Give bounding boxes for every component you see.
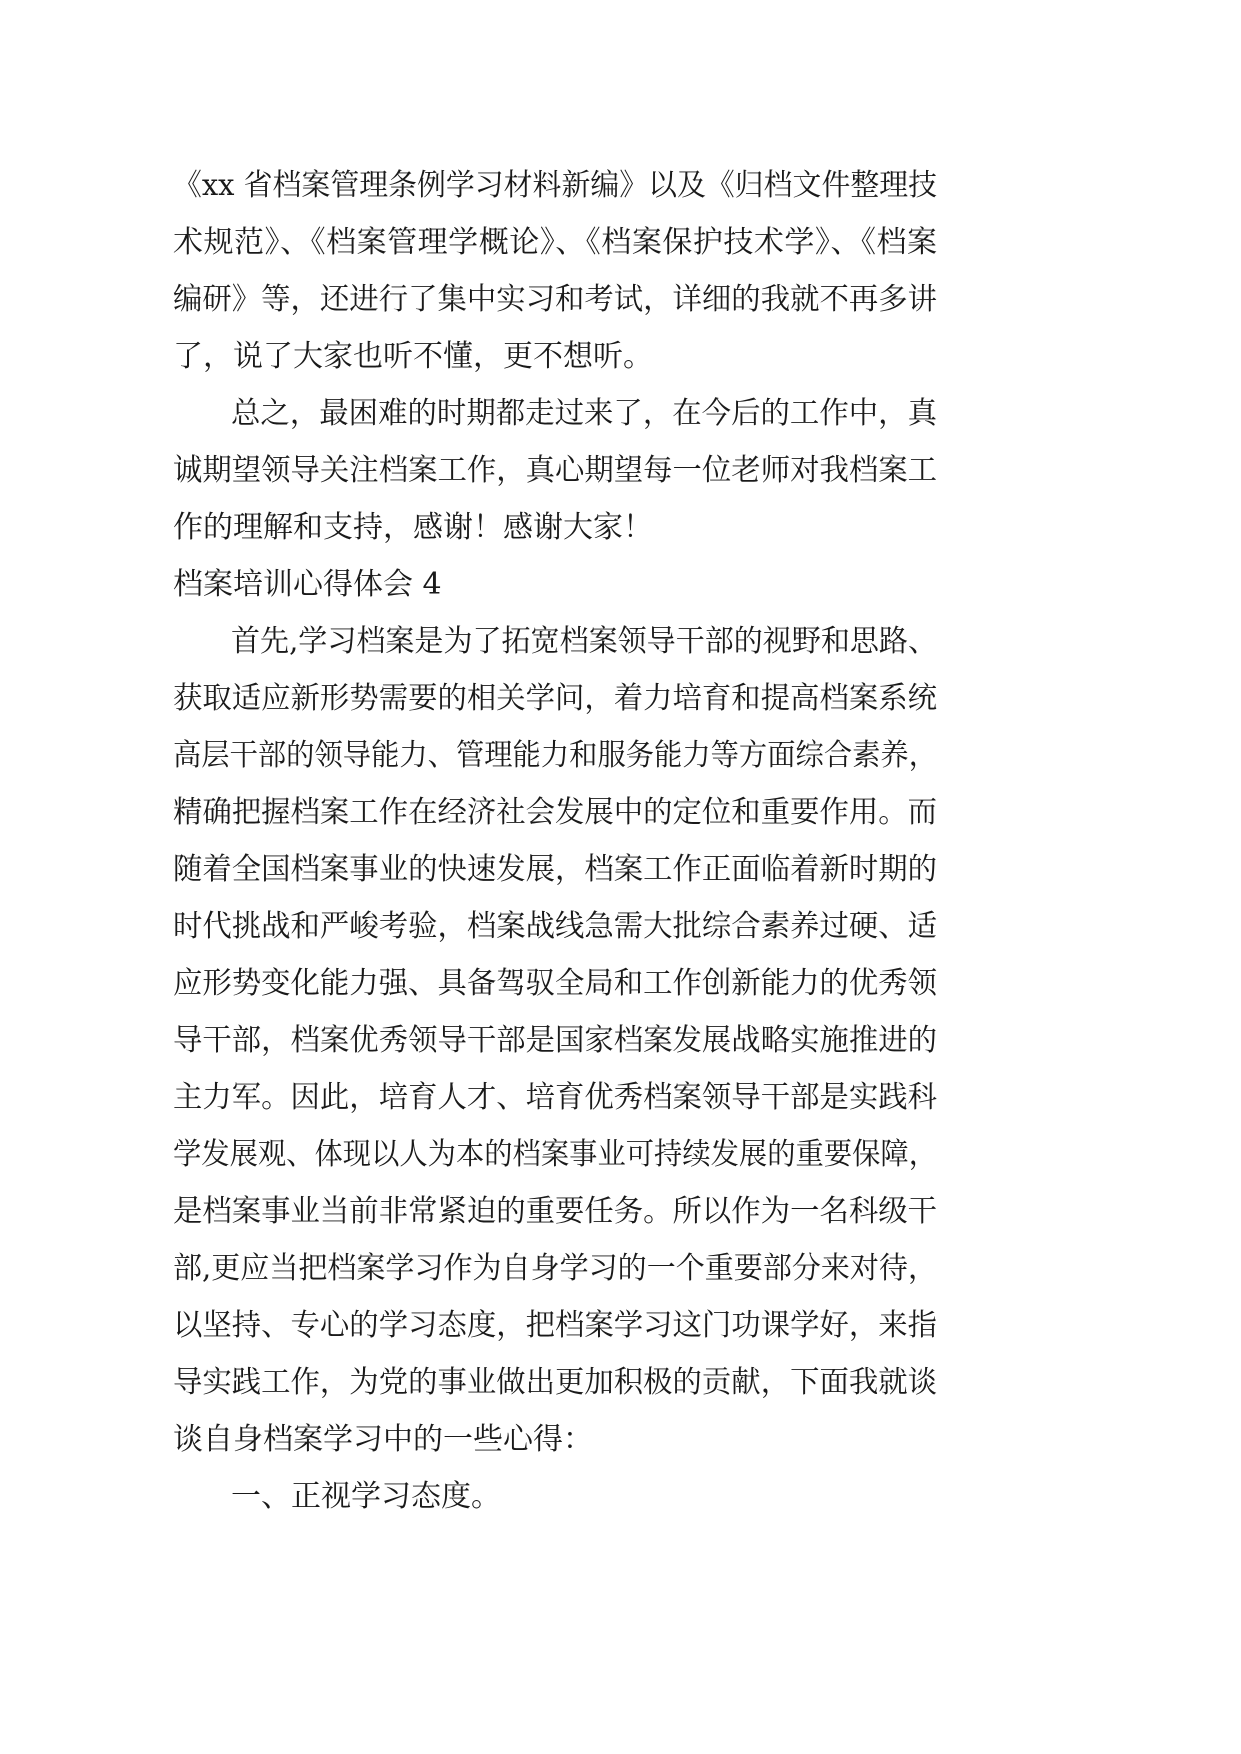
text-line <box>0 1011 1241 1071</box>
section-heading-text: 档案培训心得体会 4 <box>173 567 442 602</box>
text-line-content: 精确把握档案工作在经济社会发展中的定位和重要作用。而 <box>173 795 937 830</box>
text-line-content: 谈自身档案学习中的一些心得： <box>173 1422 593 1457</box>
text-line <box>0 156 1241 216</box>
subsection-heading <box>0 1467 1241 1527</box>
text-line <box>0 1410 1241 1470</box>
text-line-content: 随着全国档案事业的快速发展，档案工作正面临着新时期的 <box>173 852 937 887</box>
text-line-content: 术规范》、《档案管理学概论》、《档案保护技术学》、《档案 <box>173 225 938 260</box>
text-line <box>0 840 1241 900</box>
text-line-content: 主力军。因此，培育人才、培育优秀档案领导干部是实践科 <box>173 1080 937 1115</box>
text-line <box>0 1296 1241 1356</box>
text-line <box>0 726 1241 786</box>
text-line-content: 部,更应当把档案学习作为自身学习的一个重要部分来对待， <box>173 1251 937 1286</box>
text-line <box>0 669 1241 729</box>
text-line <box>0 897 1241 957</box>
text-line-content: 首先,学习档案是为了拓宽档案领导干部的视野和思路、 <box>231 624 937 659</box>
text-line-content: 以坚持、专心的学习态度，把档案学习这门功课学好，来指 <box>173 1308 937 1343</box>
paragraph-first-line <box>0 612 1241 672</box>
text-line-content: 作的理解和支持，感谢！感谢大家！ <box>173 510 653 545</box>
text-line <box>0 270 1241 330</box>
text-line <box>0 783 1241 843</box>
text-line-content: 高层干部的领导能力、管理能力和服务能力等方面综合素养， <box>173 738 937 773</box>
text-line-content: 总之，最困难的时期都走过来了，在今后的工作中，真 <box>231 396 937 431</box>
text-line-content: 诚期望领导关注档案工作，真心期望每一位老师对我档案工 <box>173 453 937 488</box>
text-line-content: 学发展观、体现以人为本的档案事业可持续发展的重要保障， <box>173 1137 937 1172</box>
text-line <box>0 1182 1241 1242</box>
text-line-content: 《xx 省档案管理条例学习材料新编》以及《归档文件整理技 <box>173 168 937 203</box>
text-line <box>0 327 1241 387</box>
text-line-content: 编研》等，还进行了集中实习和考试，详细的我就不再多讲 <box>173 282 937 317</box>
text-line <box>0 441 1241 501</box>
text-line-content: 导干部，档案优秀领导干部是国家档案发展战略实施推进的 <box>173 1023 937 1058</box>
subsection-heading-text: 一、正视学习态度。 <box>231 1479 501 1514</box>
text-line <box>0 213 1241 273</box>
text-line-content: 时代挑战和严峻考验，档案战线急需大批综合素养过硬、适 <box>173 909 937 944</box>
text-line-content: 是档案事业当前非常紧迫的重要任务。所以作为一名科级干 <box>173 1194 937 1229</box>
text-line <box>0 498 1241 558</box>
text-line <box>0 1068 1241 1128</box>
text-line-content: 导实践工作，为党的事业做出更加积极的贡献，下面我就谈 <box>173 1365 937 1400</box>
text-line <box>0 1239 1241 1299</box>
paragraph-first-line <box>0 384 1241 444</box>
text-line-content: 了，说了大家也听不懂，更不想听。 <box>173 339 653 374</box>
text-line <box>0 954 1241 1014</box>
text-line-content: 应形势变化能力强、具备驾驭全局和工作创新能力的优秀领 <box>173 966 937 1001</box>
section-heading <box>0 555 1241 615</box>
text-line <box>0 1353 1241 1413</box>
text-line-content: 获取适应新形势需要的相关学问，着力培育和提高档案系统 <box>173 681 937 716</box>
text-line <box>0 1125 1241 1185</box>
